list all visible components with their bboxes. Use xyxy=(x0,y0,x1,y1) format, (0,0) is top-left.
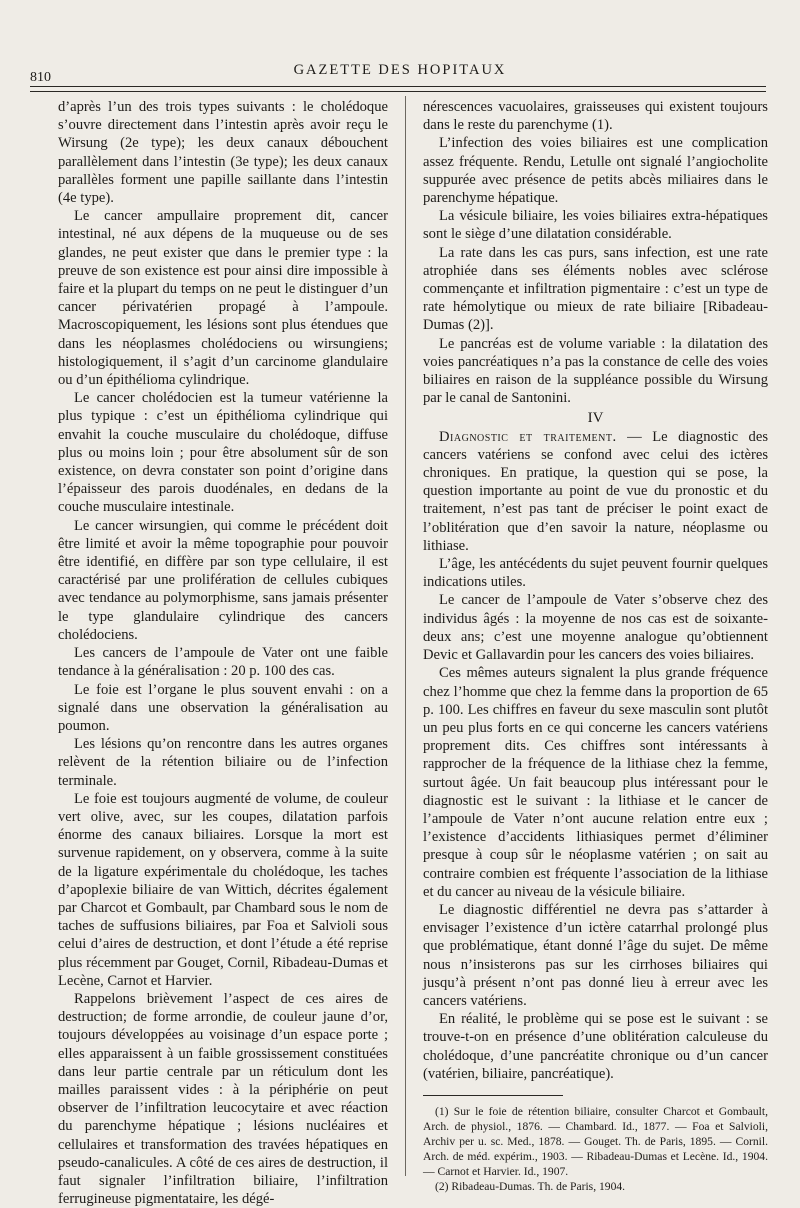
page-number: 810 xyxy=(30,70,51,85)
paragraph: L’infection des voies biliaires est une complication assez fréquente. Rendu, Letulle ont signalé l’angiocholite suppurée avec présence de petits abcès miliaires dans le parenchyme hépatique. xyxy=(423,135,768,207)
paragraph: Le cancer wirsungien, qui comme le précédent doit être limité et avoir la même topographie pour pouvoir être identifié, en diffère par son type cellulaire, il est caractérisé par une prolifération de cellules cubiques avec tendance au polymorphisme, sans jamais présenter le type glandulaire cylindrique des cancers cholédociens. xyxy=(58,517,388,643)
paragraph: nérescences vacuolaires, graisseuses qui existent toujours dans le reste du parenchyme (1). xyxy=(423,99,768,134)
paragraph: Le cancer cholédocien est la tumeur vatérienne la plus typique : c’est un épithélioma cylindrique qui envahit la couche musculaire du cholédoque, diffuse plus ou moins loin ; pour être absolument sûr de son existence, on devra constater son point d’origine dans l’épaisseur des parois duodénales, en dedans de la couche musculaire intestinale. xyxy=(58,390,388,516)
paragraph: La vésicule biliaire, les voies biliaires extra-hépatiques sont le siège d’une dilatation considérable. xyxy=(423,208,768,243)
section-number: IV xyxy=(587,410,604,427)
paragraph: Ces mêmes auteurs signalent la plus grande fréquence chez l’homme que chez la femme dans la proportion de 65 p. 100. Les chiffres en faveur du sexe masculin sont plutôt un peu plus forts en ce qui concerne les cancers vatériens proprement dits. Ces chiffres sont intéressants à rapprocher de la fréquence de la lithiase chez la femme, surtout âgée. Un fait beaucoup plus intéressant pour le diagnostic est le suivant : la lithiase et le cancer de l’ampoule de Vater n’ont aucune relation entre eux ; l’existence d’accidents lithiasiques permet d’éliminer presque à coup sûr le néoplasme vatérien ; on sait au contraire combien est fréquente l’association de la lithiase et du cancer au niveau de la vésicule biliaire. xyxy=(423,665,768,900)
column-separator xyxy=(405,96,406,1176)
footnote-rule xyxy=(423,1095,563,1096)
paragraph: Le cancer de l’ampoule de Vater s’observe chez des individus âgés : la moyenne de nos cas est de soixante-deux ans; c’est une moyenne analogue qu’obtiennent Devic et Gallavardin pour les cancers des voies biliaires. xyxy=(423,592,768,664)
paragraph: La rate dans les cas purs, sans infection, est une rate atrophiée dans ses éléments nobles avec sclérose commençante et infiltration pigmentaire : c’est un type de rate hémolytique ou mieux de rate biliaire [Ribadeau-Dumas (2)]. xyxy=(423,244,768,334)
paragraph: L’âge, les antécédents du sujet peuvent fournir quelques indications utiles. xyxy=(423,556,768,591)
footnote: (2) Ribadeau-Dumas. Th. de Paris, 1904. xyxy=(435,1179,626,1193)
running-title: GAZETTE DES HOPITAUX xyxy=(293,62,507,78)
paragraph: En réalité, le problème qui se pose est le suivant : se trouve-t-on en présence d’une oblitération calculeuse du cholédoque, d’une pancréatite chronique ou d’un cancer (vatérien, biliaire, pancréatique). xyxy=(423,1011,768,1082)
paragraph: d’après l’un des trois types suivants : le cholédoque s’ouvre directement dans l’intestin après avoir reçu le Wirsung (2e type); les deux canaux débouchent parallèlement dans l’intestin (3e type); les deux canaux parallèles forment une papille saillante dans l’intestin (4e type). xyxy=(58,99,388,207)
paragraph: Le cancer ampullaire proprement dit, cancer intestinal, né aux dépens de la muqueuse ou de ses glandes, ne peut exister que dans le premier type : la preuve de son existence est pour ainsi dire impossible à faire et la plupart du temps on ne peut le distinguer d’un cancer périvatérien propagé à l’ampoule. Macroscopiquement, les lésions sont plus étendues que dans les néoplasmes cholédociens ou wirsungiens; histologiquement, il s’agit d’un carcinome glandulaire ou d’un épithélioma cylindrique. xyxy=(58,208,388,389)
left-column xyxy=(58,98,388,1208)
paragraph: Le diagnostic différentiel ne devra pas s’attarder à envisager l’existence d’un ictère catarrhal prolongé plus que problématique, étant donné l’âge du sujet. De même nous n’insisterons pas sur les cirrhoses biliaires qui jusqu’à présent n’ont pas donné lieu à erreur avec les cancers vatériens. xyxy=(423,901,768,1009)
paragraph: Le pancréas est de volume variable : la dilatation des voies pancréatiques n’a pas la constance de celle des voies biliaires en raison de la suppléance possible du Wirsung par le canal de Santonini. xyxy=(423,335,768,407)
section-lead-text: — Le diagnostic des cancers vatériens se confond avec celui des ictères chroniques. En pratique, la question qui se pose, la question importante au point de vue du pronostic et du traitement, n’est pas tant de préciser le point exact de l’oblitération que d’en savoir la nature, néoplasme ou lithiase. xyxy=(423,428,768,554)
paragraph: Les cancers de l’ampoule de Vater ont une faible tendance à la généralisation : 20 p. 100 des cas. xyxy=(58,645,388,680)
section-lead-paragraph xyxy=(423,428,768,555)
paragraph: Le foie est toujours augmenté de volume, de couleur vert olive, avec, sur les coupes, dilatation parfois énorme des canaux biliaires. Lorsque la mort est survenue rapidement, on y observera, comme à la suite de la ligature expérimentale du cholédoque, les taches d’apoplexie biliaire de van Wittich, décrites également par Charcot et Gombault, par Chambard sous le nom de taches de suffusions biliaires, par Foa et Salvioli sous celui d’aires de destruction, et dont l’étude a été reprise plus récemment par Gouget, Cornil, Ribadeau-Dumas et Lecène, Carnot et Harvier. xyxy=(58,790,388,989)
footnote: (1) Sur le foie de rétention biliaire, consulter Charcot et Gombault, Arch. de physiol., 1876. — Chambard. Id., 1877. — Foa et Salvioli, Archiv per u. sc. Med., 1878. — Gouget. Th. de Paris, 1895. — Cornil. Arch. de méd. expérim., 1903. — Ribadeau-Dumas et Lecène. Id., 1904. — Carnot et Harvier. Id., 1907. xyxy=(423,1104,768,1178)
footnotes xyxy=(423,1104,768,1194)
right-column xyxy=(423,98,768,1194)
paragraph: Le foie est l’organe le plus souvent envahi : on a signalé dans une observation la généralisation au poumon. xyxy=(58,681,388,734)
header-rule xyxy=(30,86,766,92)
section-heading: Diagnostic et traitement. xyxy=(439,428,617,445)
paragraph: Rappelons brièvement l’aspect de ces aires de destruction; de forme arrondie, de couleur jaune d’or, toujours développées au voisinage d’un espace porte ; elles apparaissent à un faible grossissement constituées dans leur partie centrale par un réticulum dont les mailles paraissent vides : à la périphérie on peut observer de l’infiltration leucocytaire et avec réaction du parenchyme hépatique ; lésions nucléaires et cellulaires et transformation des travées hépatiques en pseudo-canalicules. A côté de ces aires de destruction, il faut signaler l’infiltration biliaire, l’infiltration ferrugineuse pigmentataire, les dégé- xyxy=(58,990,388,1208)
paragraph: Les lésions qu’on rencontre dans les autres organes relèvent de la rétention biliaire ou de l’infection terminale. xyxy=(58,736,388,789)
